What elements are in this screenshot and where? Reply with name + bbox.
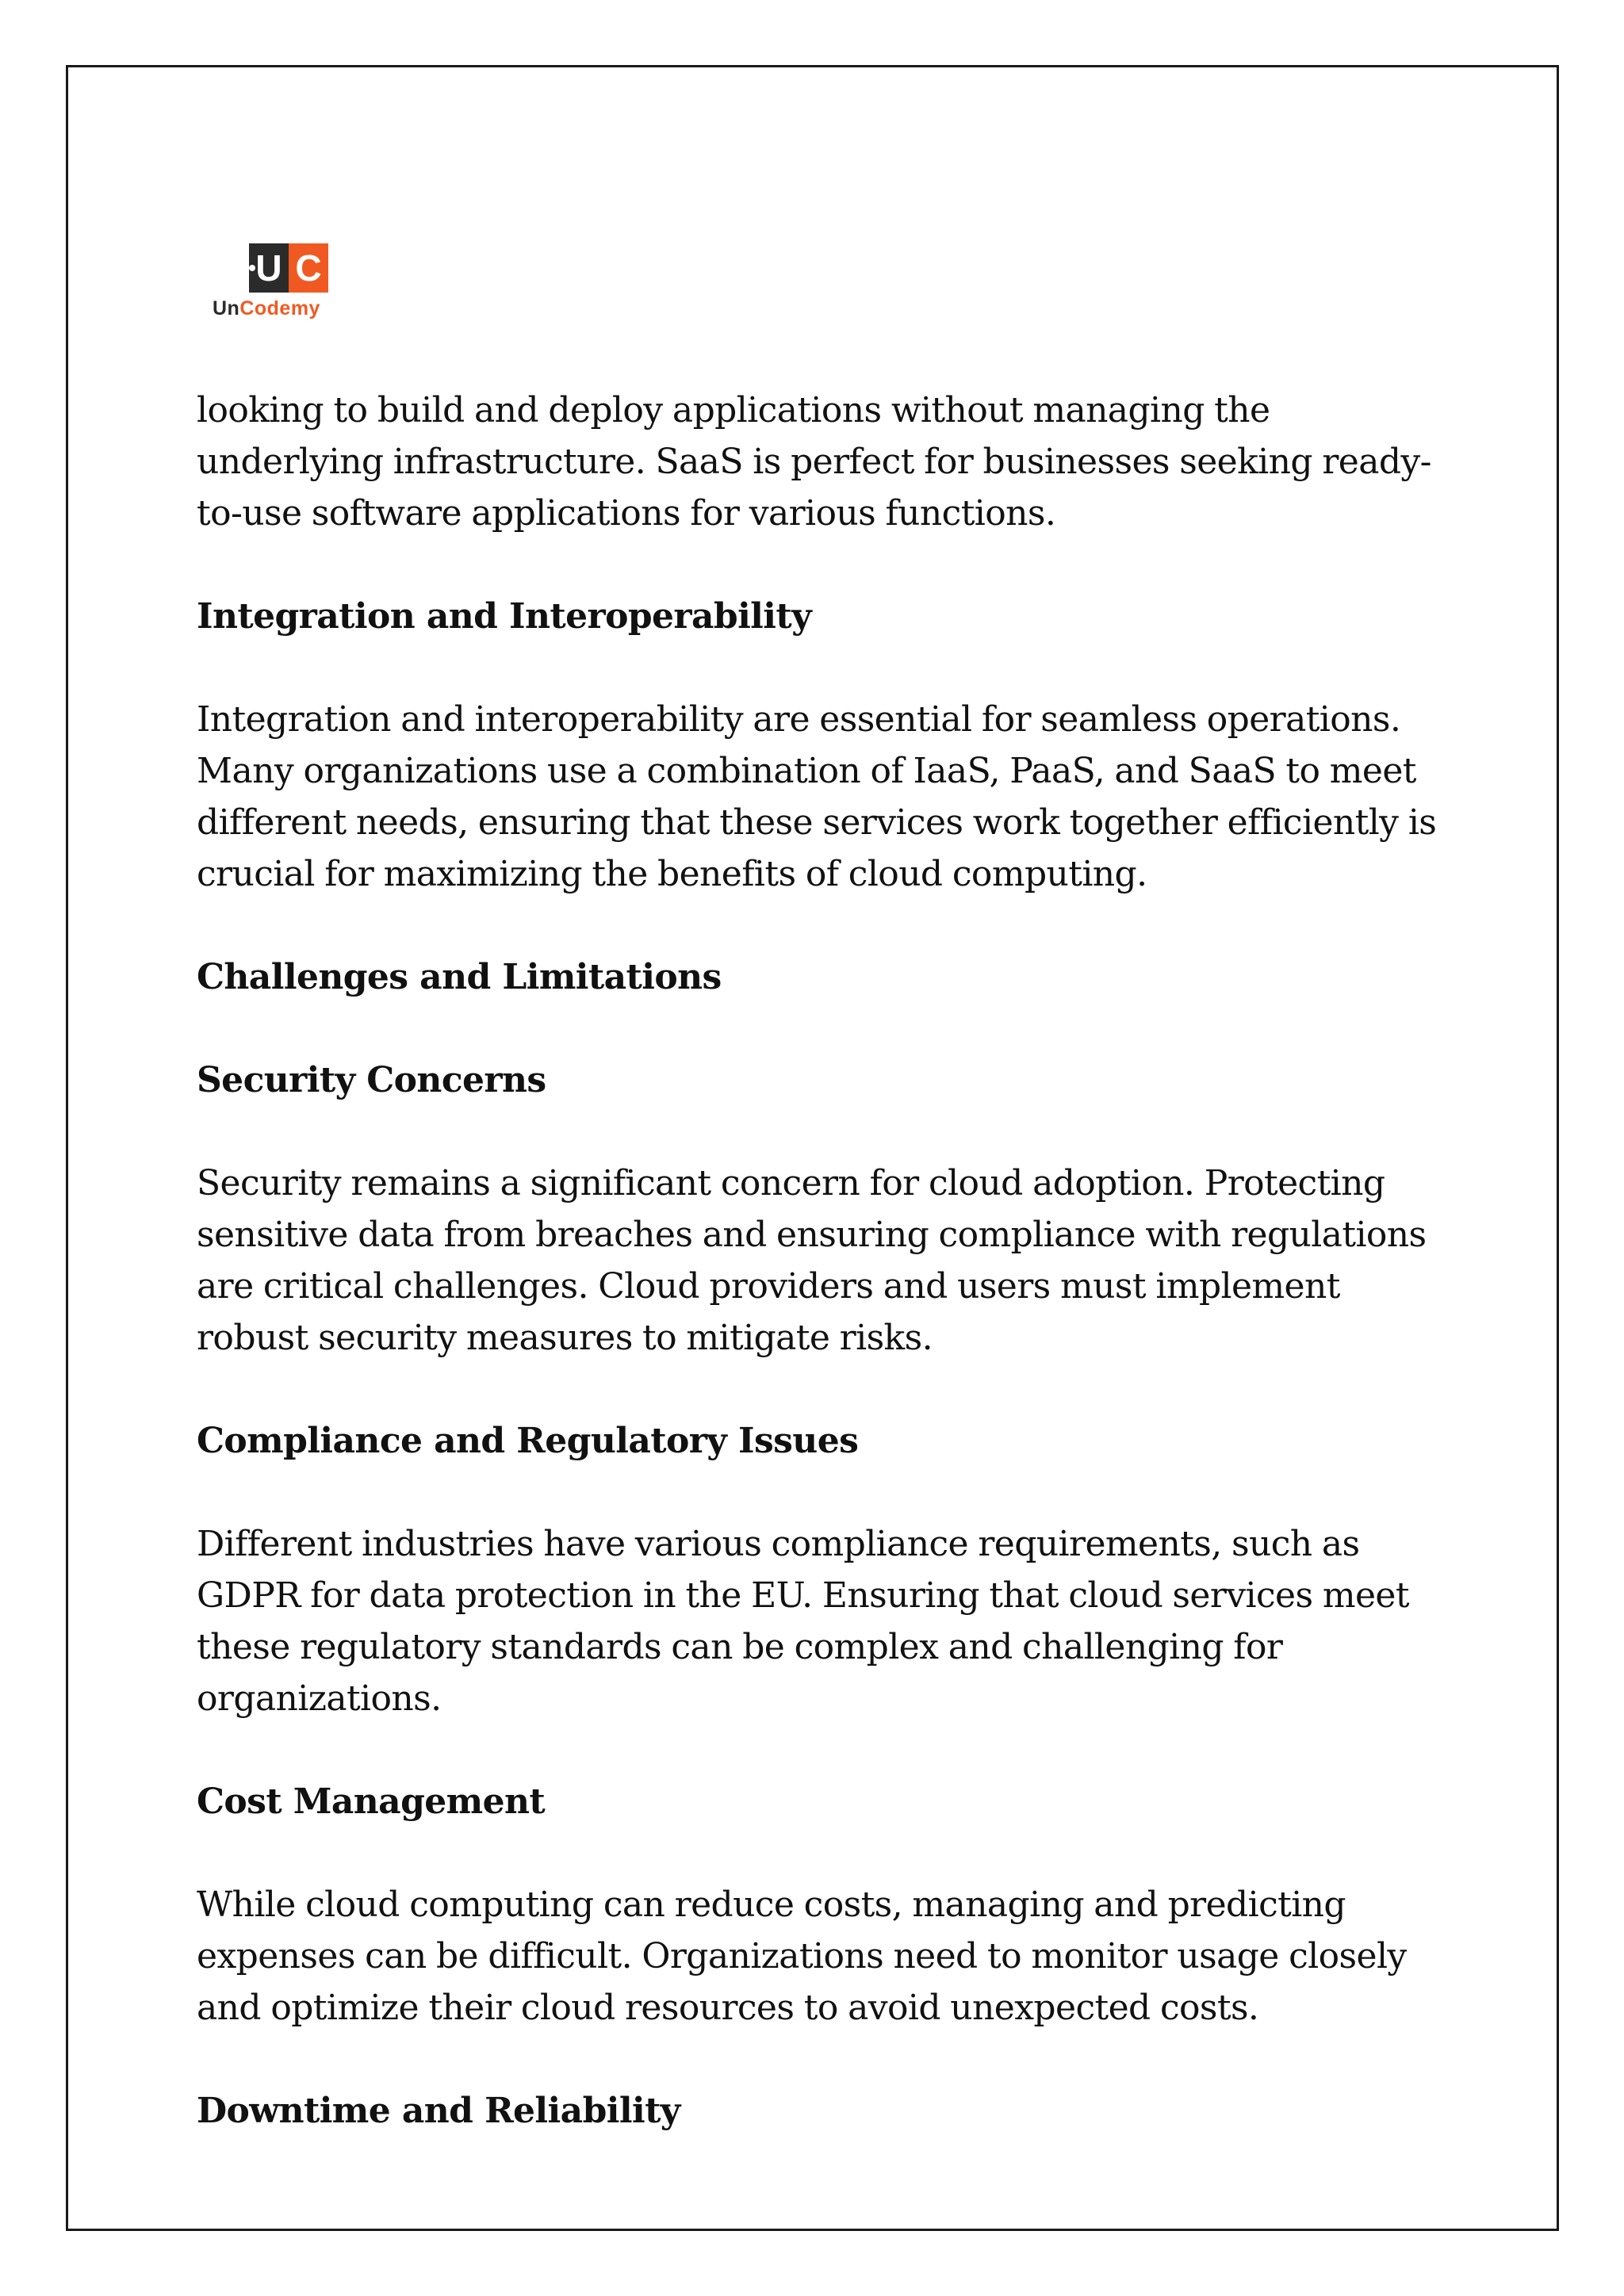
- heading-downtime-reliability: Downtime and Reliability: [197, 2091, 680, 2131]
- heading-challenges-limitations: Challenges and Limitations: [197, 957, 722, 997]
- heading-compliance-regulatory: Compliance and Regulatory Issues: [197, 1421, 859, 1461]
- paragraph-saas-intro: looking to build and deploy applications without managing the underlying infrastructure. SaaS is perfect for businesses seeking ready-to-use software applications for various functions.: [197, 390, 1431, 534]
- logo-mark: [249, 243, 328, 293]
- heading-security-concerns: Security Concerns: [197, 1060, 546, 1100]
- logo-wordmark-codemy: Codemy: [239, 297, 320, 320]
- paragraph-integration: Integration and interoperability are essential for seamless operations. Many organizations use a combination of IaaS, PaaS, and SaaS to meet different needs, ensuring that these services work together efficiently is crucial for maximizing the benefits of cloud computing.: [197, 699, 1437, 894]
- logo-wordmark-un: Un: [213, 297, 240, 320]
- heading-cost-management: Cost Management: [197, 1781, 546, 1822]
- paragraph-cost: While cloud computing can reduce costs, managing and predicting expenses can be difficult. Organizations need to monitor usage closely and optimize their cloud resources to avoid unexpected costs.: [197, 1885, 1407, 2028]
- uncodemy-logo: [213, 243, 355, 320]
- logo-mark-c: C: [289, 243, 328, 293]
- paragraph-security: Security remains a significant concern for cloud adoption. Protecting sensitive data from breaches and ensuring compliance with regulations are critical challenges. Cloud providers and users must implement robust security measures to mitigate risks.: [197, 1163, 1427, 1358]
- logo-dot: [249, 265, 255, 271]
- document-body: [197, 385, 1450, 2188]
- heading-integration-interoperability: Integration and Interoperability: [197, 596, 812, 637]
- paragraph-compliance: Different industries have various compliance requirements, such as GDPR for data protection in the EU. Ensuring that cloud services meet these regulatory standards can be complex and challenging for organizations.: [197, 1524, 1409, 1719]
- logo-mark-u: U: [249, 243, 289, 293]
- logo-wordmark: [213, 297, 355, 320]
